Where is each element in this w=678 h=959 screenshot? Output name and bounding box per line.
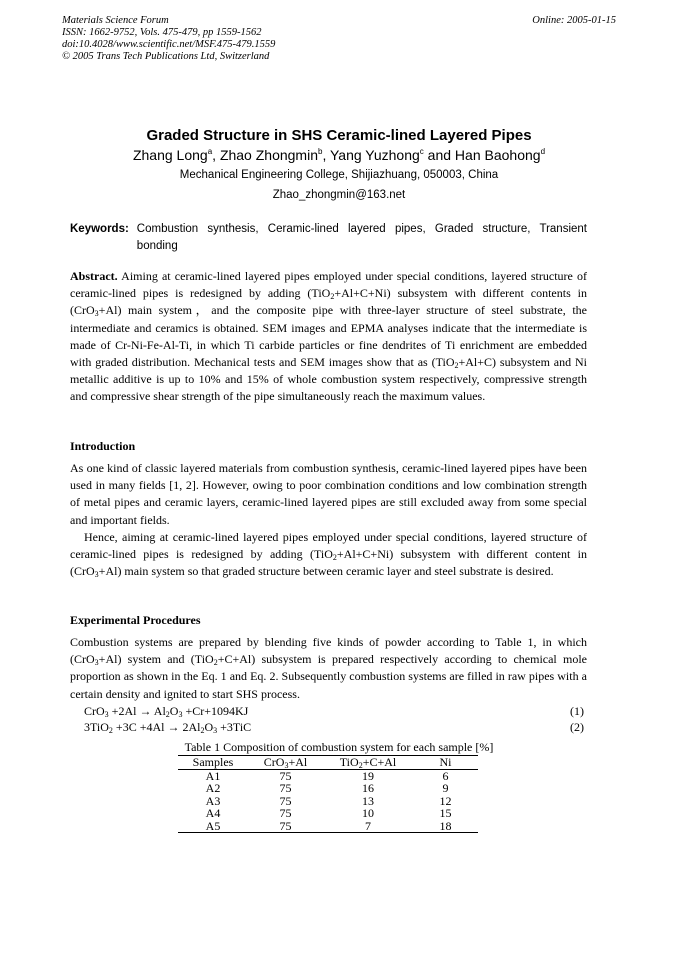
eq-term: O xyxy=(204,720,214,734)
table-cell: A1 xyxy=(205,768,221,783)
eq-term: +Cr+1094KJ xyxy=(182,704,249,718)
intro-text: Hence, aiming at ceramic-lined layered pipes employed under special conditions, layered structure of ceramic-lined pipes is redesigned by adding (TiO xyxy=(70,529,587,562)
header-text: +C+Al xyxy=(362,755,397,769)
table-cell: A3 xyxy=(205,793,221,808)
issn-line: ISSN: 1662-9752, Vols. 475-479, pp 1559-1562 xyxy=(62,27,262,38)
abstract-text: Aiming at ceramic-lined layered pipes employed under special conditions, layered structure of ceramic-lined pipes is redesigned by adding (TiO xyxy=(70,269,588,301)
equation-number: (1) xyxy=(570,704,584,718)
table-cell: 75 xyxy=(279,793,292,808)
keywords-text: Combustion synthesis, Ceramic-lined layered pipes, Graded structure, Transient bonding xyxy=(136,223,587,252)
journal-header xyxy=(62,15,616,63)
eq-term: +2Al xyxy=(108,704,140,718)
subscript: 2 xyxy=(330,292,335,302)
subscript: 3 xyxy=(178,710,183,719)
column-header: Ni xyxy=(439,755,452,769)
author-superscript: d xyxy=(540,147,546,156)
table-caption: Table 1 Composition of combustion system for each sample [%] xyxy=(184,740,494,754)
abstract-text: +Al) main system，and the composite pipe with three-layer structure of steel substrate, the intermediate and ceramics is obtained. SEM images and EPMA analyses indicate that the intermediate is made of Cr-Ni-Fe-Al-Ti, in which Ti carbide particles or fine dendrites of Ti enrichment are embedded with graded distribution. Mechanical tests and SEM images show that as (TiO xyxy=(70,303,587,370)
column-header xyxy=(248,756,323,770)
header-text: +Al xyxy=(288,755,308,769)
table-cell: 15 xyxy=(439,806,452,820)
table-row xyxy=(178,807,478,820)
doi-line[interactable]: doi:10.4028/www.scientific.net/MSF.475-479.1559 xyxy=(62,39,276,50)
table-cell: 75 xyxy=(279,768,292,783)
composition-table xyxy=(178,755,478,833)
intro-text: +Al+C+Ni) subsystem with different content in (CrO xyxy=(70,547,587,579)
author-and: and xyxy=(423,147,455,163)
author-name: Han Baohong xyxy=(454,147,541,163)
equation-1 xyxy=(84,704,584,720)
eq-term: +3TiC xyxy=(217,720,252,734)
journal-name: Materials Science Forum xyxy=(62,15,169,26)
subscript: 2 xyxy=(213,658,218,668)
table-cell: 75 xyxy=(279,818,292,833)
online-date: Online: 2005-01-15 xyxy=(532,15,616,26)
eq-term: 3TiO xyxy=(84,720,109,734)
table-cell: 75 xyxy=(279,781,292,795)
eq-term: CrO xyxy=(84,704,105,718)
table-cell: A4 xyxy=(205,806,221,820)
intro-text: +Al) main system so that graded structure between ceramic layer and steel substrate is desired. xyxy=(98,564,554,579)
equation-2 xyxy=(84,720,584,736)
table-cell: 13 xyxy=(362,793,374,808)
paper-title: Graded Structure in SHS Ceramic-lined Layered Pipes xyxy=(146,127,532,144)
experimental-heading: Experimental Procedures xyxy=(70,613,201,627)
subscript: 2 xyxy=(200,726,205,735)
table-header-row xyxy=(178,756,478,770)
reaction-arrow-icon: → xyxy=(167,720,180,734)
table-cell: 10 xyxy=(362,806,374,820)
table-cell: 18 xyxy=(439,818,452,833)
keywords-block xyxy=(70,221,587,255)
table-cell: 19 xyxy=(362,768,374,783)
author-separator: , xyxy=(322,147,330,163)
column-header xyxy=(323,756,413,770)
eq-term: O xyxy=(169,704,179,718)
column-header: Samples xyxy=(192,755,234,769)
author-superscript: a xyxy=(207,147,213,156)
experimental-text: +C+Al) subsystem is prepared respectively according to chemical mole proportion as shown in the Eq. 1 and Eq. 2. Subsequently combustion systems are filled in raw pipes with a certain density and ignited to start SHS process. xyxy=(70,652,587,701)
author-superscript: c xyxy=(419,147,424,156)
eq-term: Al xyxy=(151,704,166,718)
table-row xyxy=(178,795,478,808)
intro-paragraph-1: As one kind of classic layered materials from combustion synthesis, ceramic-lined layered pipes have been used in many fields [1, 2]. However, owing to poor combination conditions and low combination strength of metal pipes and ceramic layers, ceramic-lined layered pipes are still excluded away from some special and important fields. xyxy=(70,461,587,527)
table-row xyxy=(178,769,478,782)
subscript: 2 xyxy=(108,726,113,735)
subscript: 2 xyxy=(454,361,459,371)
table-row xyxy=(178,820,478,833)
subscript: 3 xyxy=(94,570,99,580)
author-name: Zhang Long xyxy=(132,147,208,163)
experimental-block xyxy=(70,634,587,703)
subscript: 3 xyxy=(104,710,109,719)
keywords-label: Keywords: xyxy=(70,223,129,235)
abstract-text: +Al+C+Ni) subsystem with different contents in (CrO xyxy=(70,286,587,318)
author-list xyxy=(0,147,678,163)
introduction-heading: Introduction xyxy=(70,439,136,453)
subscript: 3 xyxy=(213,726,218,735)
affiliation: Mechanical Engineering College, Shijiazhuang, 050003, China xyxy=(179,169,499,181)
table-cell: 6 xyxy=(442,768,449,783)
subscript: 2 xyxy=(358,761,363,770)
intro-paragraph-2 xyxy=(70,529,587,581)
header-text: CrO xyxy=(263,755,285,769)
table-cell: A5 xyxy=(205,818,221,833)
subscript: 3 xyxy=(284,761,289,770)
author-separator: , xyxy=(212,147,220,163)
copyright-line: © 2005 Trans Tech Publications Ltd, Switzerland xyxy=(62,51,270,62)
equation-number: (2) xyxy=(570,720,584,734)
eq-term: 2Al xyxy=(179,720,201,734)
eq-term: +3C +4Al xyxy=(112,720,168,734)
table-cell: 75 xyxy=(279,806,292,820)
table-cell: A2 xyxy=(205,781,221,795)
experimental-text: +Al) system and (TiO xyxy=(98,652,214,667)
subscript: 3 xyxy=(94,309,99,319)
reaction-arrow-icon: → xyxy=(139,704,152,718)
subscript: 2 xyxy=(332,553,337,563)
abstract-text: +Al+C) subsystem and Ni metallic additive is up to 10% and 15% of whole combustion system respectively, compressive strength and compressive shear strength of the pipe simultaneously reach the maximum values. xyxy=(70,355,587,404)
table-cell: 9 xyxy=(442,781,449,795)
abstract-block xyxy=(70,268,587,406)
table-cell: 7 xyxy=(365,818,371,833)
subscript: 3 xyxy=(94,658,99,668)
author-name: Yang Yuzhong xyxy=(329,147,420,163)
author-email[interactable]: Zhao_zhongmin@163.net xyxy=(272,189,406,201)
introduction-block xyxy=(70,460,587,580)
subscript: 2 xyxy=(165,710,170,719)
table-cell: 16 xyxy=(362,781,374,795)
header-text: TiO xyxy=(339,755,359,769)
author-name: Zhao Zhongmin xyxy=(219,147,318,163)
table-row xyxy=(178,782,478,795)
table-cell: 12 xyxy=(439,793,452,808)
experimental-text: Combustion systems are prepared by blending five kinds of powder according to Table 1, in which (CrO xyxy=(70,635,587,667)
author-superscript: b xyxy=(318,147,323,156)
abstract-label: Abstract. xyxy=(70,269,118,283)
